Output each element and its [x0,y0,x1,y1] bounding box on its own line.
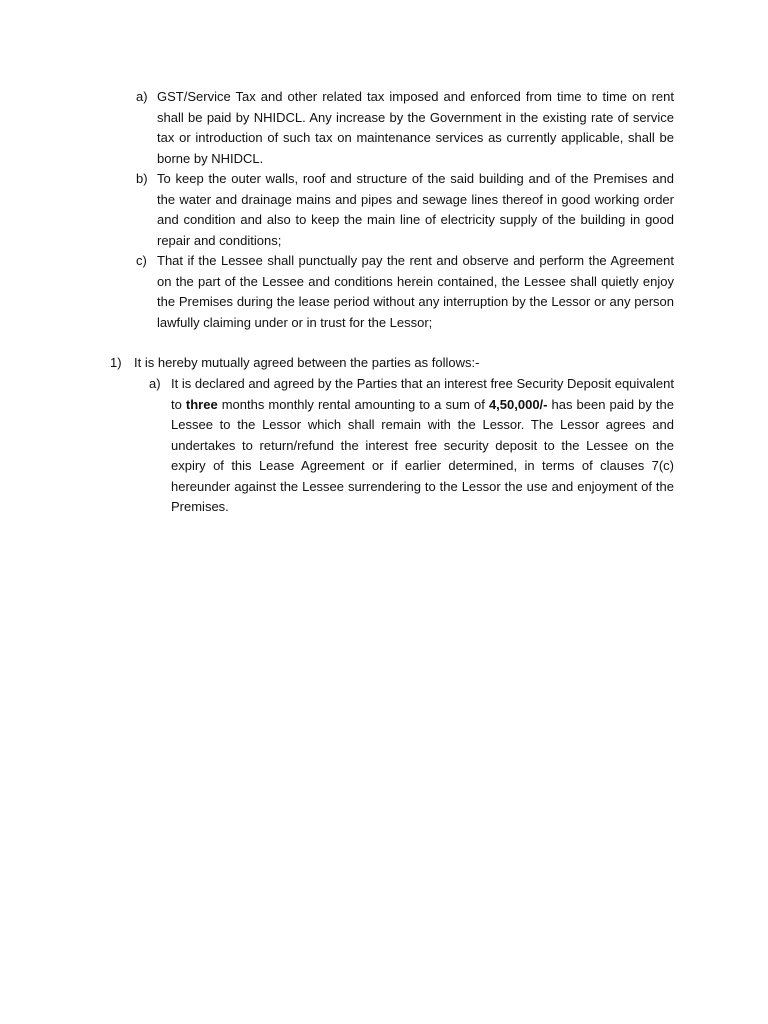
list-marker: b) [136,171,148,186]
sub-item-text-part: has been paid by the Lessee to the Lessor which shall remain with the Lessor. The Lessor agrees and undertakes to return/refund the interest free security deposit to the Lessee on the expiry of this Lease Agreement or if earlier determined, in terms of clauses 7(c) hereunder against the Lessee surrendering to the Lessor the use and enjoyment of the Premises. [171,396,674,514]
list-item-a [136,87,674,169]
clause-heading [110,353,674,374]
sub-item-text [171,374,674,518]
list-item-b [136,169,674,251]
list-item-text: GST/Service Tax and other related tax imposed and enforced from time to time on rent shall be paid by NHIDCL. Any increase by the Government in the existing rate of service tax or introduction of such tax on maintenance services as currently applicable, shall be borne by NHIDCL. [157,89,674,166]
sub-item-text-part: months monthly rental amounting to a sum of [217,396,489,412]
clause-number: 1) [110,355,122,370]
clause-sub-item-a [149,374,674,518]
clause-heading-text: It is hereby mutually agreed between the parties as follows:- [134,355,480,370]
list-item-c [136,251,674,333]
sub-item-bold-months: three [185,396,218,412]
list-marker: c) [136,253,147,268]
list-item-text: That if the Lessee shall punctually pay the rent and observe and perform the Agreement on the part of the Lessee and conditions herein contained, the Lessee shall quietly enjoy the Premises during the lease period without any interruption by the Lessor or any person lawfully claiming under or in trust for the Lessor; [157,253,674,330]
sub-item-bold-amount: 4,50,000/- [488,396,548,412]
sub-item-marker: a) [149,376,161,391]
list-marker: a) [136,89,148,104]
list-item-text: To keep the outer walls, roof and structure of the said building and of the Premises and the water and drainage mains and pipes and sewage lines thereof in good working order and condition and also to keep the main line of electricity supply of the building in good repair and conditions; [157,171,674,248]
sub-item-text-part: It is declared and agreed by the Parties that an interest free Security Deposit equivalent to [171,376,674,412]
